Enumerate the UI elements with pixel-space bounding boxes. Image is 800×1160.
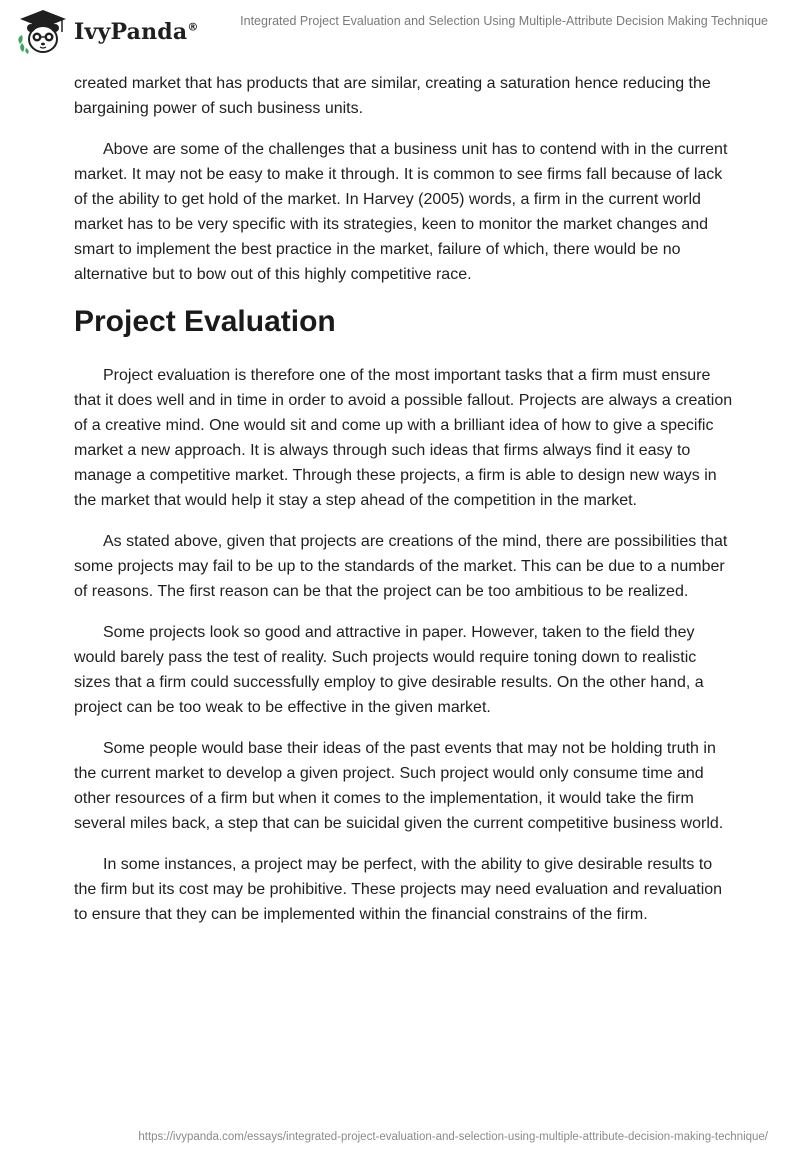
panda-mascot-icon bbox=[14, 8, 72, 56]
paragraph: As stated above, given that projects are creations of the mind, there are possibilities that some projects may fail to be up to the standards of the market. This can be due to a number of reasons. The first reason can be that the project can be too ambitious to be realized. bbox=[74, 533, 728, 600]
paragraph: Above are some of the challenges that a business unit has to contend with in the current market. It may not be easy to make it through. It is common to see firms fall because of lack of the ability to get hold of the market. In Harvey (2005) words, a firm in the current world market has to be very specific with its strategies, keen to monitor the market changes and smart to implement the best practice in the market, failure of which, there would be no alternative but to bow out of this highly competitive race. bbox=[74, 141, 728, 283]
paragraph: In some instances, a project may be perfect, with the ability to give desirable results to the firm but its cost may be prohibitive. These projects may need evaluation and revaluation to ensure that they can be implemented within the financial constrains of the firm. bbox=[74, 856, 723, 923]
paragraph: Project evaluation is therefore one of the most important tasks that a firm must ensure that it does well and in time in order to avoid a possible fallout. Projects are always a creation of a creative mind. One would sit and come up with a brilliant idea of how to give a specific market a new approach. It is always through such ideas that firms always find it easy to manage a competitive market. Through these projects, a firm is able to design new ways in the market that would help it stay a step ahead of the competition in the market. bbox=[74, 367, 733, 509]
paragraph: Some people would base their ideas of the past events that may not be holding truth in the current market to develop a given project. Such project would only consume time and other resources of a firm but when it comes to the implementation, it would take the firm several miles back, a step that can be suicidal given the current competitive business world. bbox=[74, 740, 724, 832]
section-heading: Project Evaluation bbox=[74, 305, 336, 338]
ivypanda-logo[interactable] bbox=[14, 8, 199, 56]
page-header bbox=[0, 0, 800, 64]
source-url-link[interactable]: https://ivypanda.com/essays/integrated-project-evaluation-and-selection-using-multiple-attribute-decision-making-technique/ bbox=[138, 1131, 768, 1143]
document-title: Integrated Project Evaluation and Selection Using Multiple-Attribute Decision Making Technique bbox=[240, 14, 768, 28]
essay-content bbox=[74, 71, 734, 943]
paragraph: Some projects look so good and attractive in paper. However, taken to the field they would barely pass the test of reality. Such projects would require toning down to realistic sizes that a firm could successfully employ to give desirable results. On the other hand, a project can be too weak to be effective in the given market. bbox=[74, 624, 704, 716]
logo-wordmark: IvyPanda® bbox=[74, 19, 199, 45]
paragraph: created market that has products that are similar, creating a saturation hence reducing the bargaining power of such business units. bbox=[74, 75, 711, 117]
